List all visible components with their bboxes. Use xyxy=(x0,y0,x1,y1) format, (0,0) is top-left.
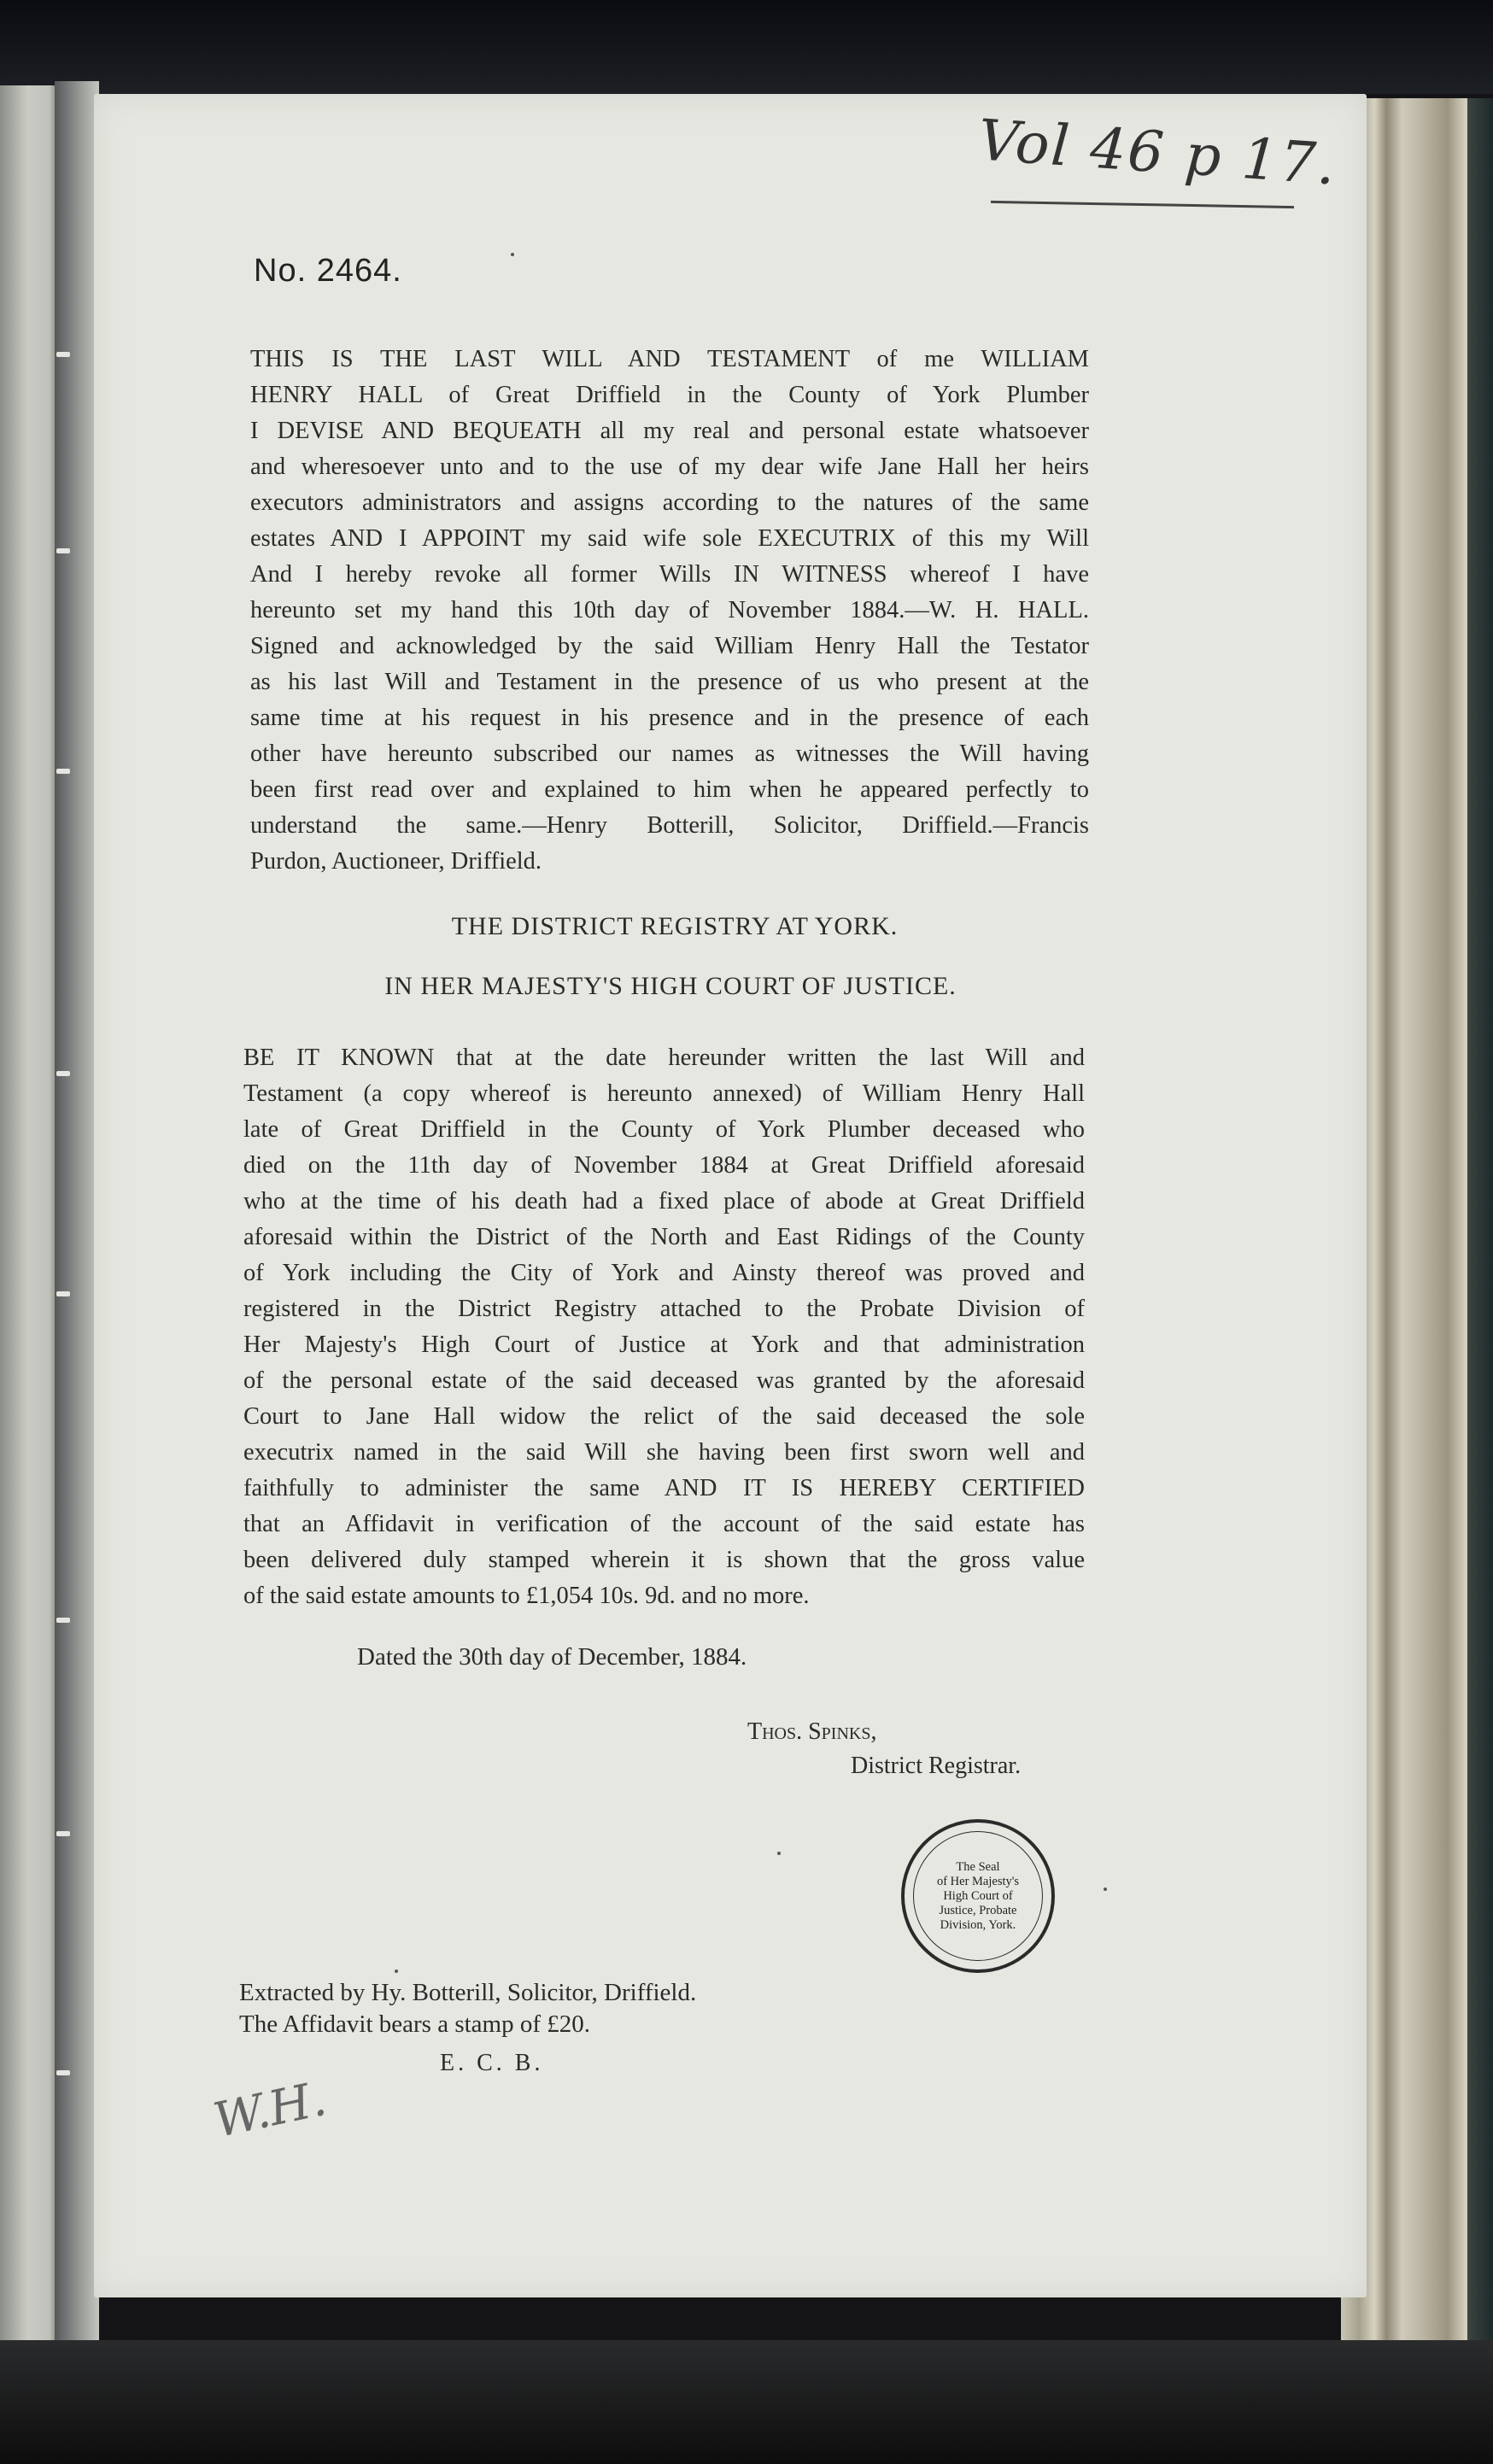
grant-line: Testament (a copy whereof is hereunto annexed) of William Henry Hall xyxy=(243,1080,1085,1107)
seal-line: High Court of xyxy=(943,1888,1013,1903)
ink-speck xyxy=(511,253,514,256)
grant-line: late of Great Driffield in the County of York Plumber deceased who xyxy=(243,1116,1085,1143)
grant-line: died on the 11th day of November 1884 at Great Driffield aforesaid xyxy=(243,1152,1085,1179)
binding-stitch xyxy=(56,1071,70,1076)
grant-line: Her Majesty's High Court of Justice at York and that administration xyxy=(243,1331,1085,1358)
seal-line: of Her Majesty's xyxy=(936,1874,1020,1888)
grant-line: that an Affidavit in verification of the account of the said estate has xyxy=(243,1511,1085,1537)
seal-inner-ring xyxy=(913,1831,1043,1961)
facing-page-edge xyxy=(0,85,61,2349)
registrar-name: Thos. Spinks, xyxy=(747,1718,877,1745)
grant-line: Court to Jane Hall widow the relict of the said deceased the sole xyxy=(243,1403,1085,1430)
will-line: been first read over and explained to him when he appeared perfectly to xyxy=(250,776,1089,803)
clerk-initials: E. C. B. xyxy=(440,2050,544,2076)
grant-line: who at the time of his death had a fixed place of abode at Great Driffield xyxy=(243,1188,1085,1214)
registry-heading: THE DISTRICT REGISTRY AT YORK. xyxy=(451,912,899,940)
ink-speck xyxy=(395,1969,398,1973)
seal-line: The Seal xyxy=(956,1859,1000,1874)
ink-speck xyxy=(777,1852,781,1855)
grant-line: aforesaid within the District of the North and East Ridings of the County xyxy=(243,1224,1085,1250)
will-text xyxy=(250,342,1089,880)
binding-stitch xyxy=(56,769,70,774)
handwritten-monogram: W.H. xyxy=(208,2070,331,2150)
dated-line: Dated the 30th day of December, 1884. xyxy=(357,1643,747,1671)
seal-line: Division, York. xyxy=(940,1917,1016,1932)
seal-text xyxy=(927,1860,1029,1933)
will-line: THIS IS THE LAST WILL AND TESTAMENT of me WILLIAM xyxy=(250,346,1089,372)
background-top xyxy=(0,0,1493,94)
grant-line: executrix named in the said Will she having been first sworn well and xyxy=(243,1439,1085,1466)
court-seal-stamp xyxy=(901,1819,1055,1973)
will-line: Purdon, Auctioneer, Driffield. xyxy=(250,848,542,875)
binding-stitch xyxy=(56,1291,70,1296)
grant-line: of the said estate amounts to £1,054 10s. 9d. and no more. xyxy=(243,1583,810,1609)
grant-line: of the personal estate of the said deceased was granted by the aforesaid xyxy=(243,1367,1085,1394)
seal-line: Justice, Probate xyxy=(939,1903,1017,1917)
extracted-by-line: Extracted by Hy. Botterill, Solicitor, Driffield. xyxy=(239,1979,697,2006)
registrar-title: District Registrar. xyxy=(851,1753,1022,1779)
binding-stitch xyxy=(56,1618,70,1623)
will-line: other have hereunto subscribed our names as witnesses the Will having xyxy=(250,740,1089,767)
will-line: I DEVISE AND BEQUEATH all my real and personal estate whatsoever xyxy=(250,418,1089,444)
affidavit-stamp-line: The Affidavit bears a stamp of £20. xyxy=(239,2010,590,2038)
grant-line: faithfully to administer the same AND IT IS HEREBY CERTIFIED xyxy=(243,1475,1085,1501)
court-heading: IN HER MAJESTY'S HIGH COURT OF JUSTICE. xyxy=(384,972,957,1000)
background-bottom xyxy=(0,2340,1493,2464)
handwritten-volume-reference: Vol 46 p 17. xyxy=(975,107,1339,198)
binding-gutter xyxy=(55,81,99,2353)
document-number: No. 2464. xyxy=(254,253,402,289)
will-line: same time at his request in his presence and in the presence of each xyxy=(250,705,1089,731)
grant-line: registered in the District Registry attached to the Probate Division of xyxy=(243,1296,1085,1322)
will-line: And I hereby revoke all former Wills IN WITNESS whereof I have xyxy=(250,561,1089,588)
will-line: hereunto set my hand this 10th day of November 1884.—W. H. HALL. xyxy=(250,597,1089,623)
ink-speck xyxy=(1104,1888,1107,1891)
grant-line: of York including the City of York and Ainsty thereof was proved and xyxy=(243,1260,1085,1286)
binding-stitch xyxy=(56,548,70,553)
will-line: as his last Will and Testament in the presence of us who present at the xyxy=(250,669,1089,695)
will-line: Signed and acknowledged by the said William Henry Hall the Testator xyxy=(250,633,1089,659)
will-line: estates AND I APPOINT my said wife sole EXECUTRIX of this my Will xyxy=(250,525,1089,552)
will-line: HENRY HALL of Great Driffield in the County of York Plumber xyxy=(250,382,1089,408)
binding-stitch xyxy=(56,1831,70,1836)
binding-stitch xyxy=(56,2070,70,2075)
will-line: and wheresoever unto and to the use of my dear wife Jane Hall her heirs xyxy=(250,454,1089,480)
grant-text xyxy=(243,1040,1085,1614)
grant-line: been delivered duly stamped wherein it is shown that the gross value xyxy=(243,1547,1085,1573)
binding-stitch xyxy=(56,352,70,357)
will-line: executors administrators and assigns according to the natures of the same xyxy=(250,489,1089,516)
grant-line: BE IT KNOWN that at the date hereunder written the last Will and xyxy=(243,1045,1085,1071)
will-line: understand the same.—Henry Botterill, Solicitor, Driffield.—Francis xyxy=(250,812,1089,839)
